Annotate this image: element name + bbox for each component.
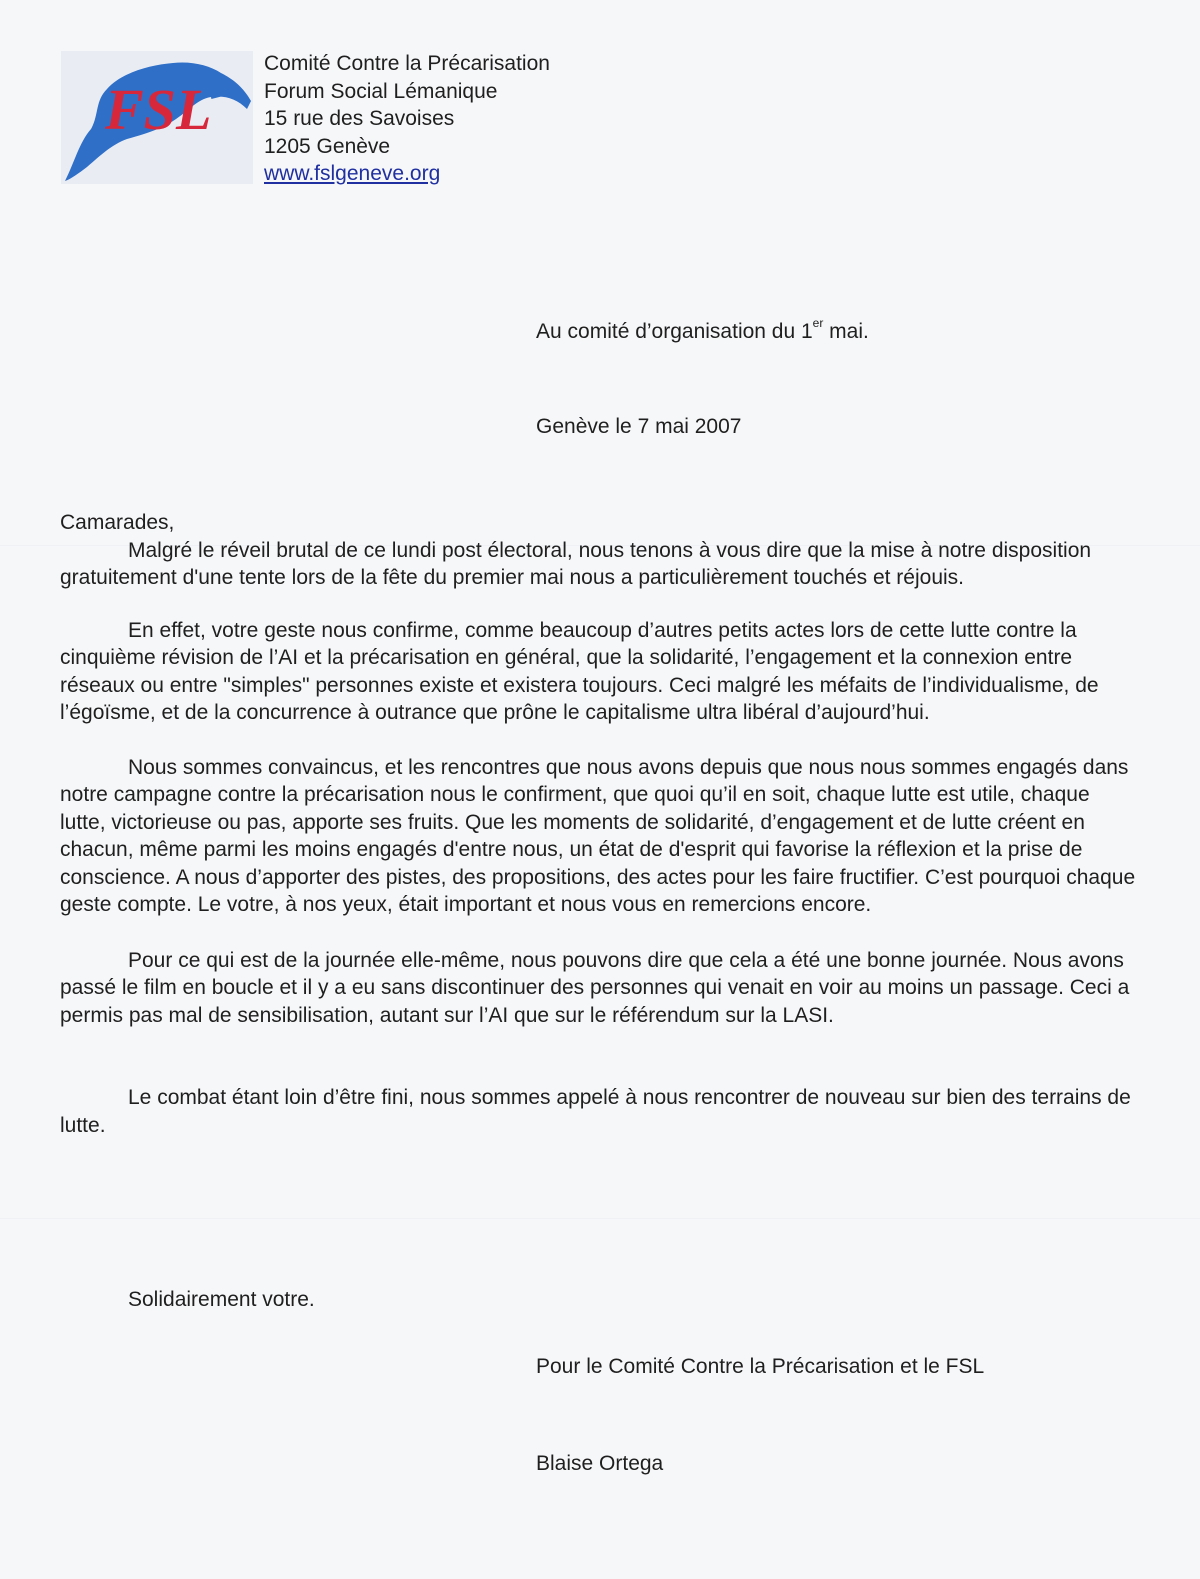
paragraph: Le combat étant loin d’être fini, nous sommes appelé à nous rencontrer de nouveau sur bien des terrains de lutte.	[60, 1086, 1131, 1137]
org-city: 1205 Genève	[264, 134, 391, 158]
signature-name: Blaise Ortega	[536, 1452, 664, 1475]
paragraph: Pour ce qui est de la journée elle-même, nous pouvons dire que cela a été une bonne journée. Nous avons passé le film en boucle et il y a eu sans discontinuer des personnes qui venait en voir au moins un passage. Ceci a permis pas mal de sensibilisation, autant sur l’AI que sur le référendum sur la LASI.	[60, 948, 1130, 1027]
website-link[interactable]: www.fslgeneve.org	[264, 162, 441, 185]
paper-fold	[0, 1218, 1200, 1220]
fsl-logo	[61, 51, 253, 184]
org-name: Comité Contre la Précarisation	[264, 52, 550, 75]
letterhead	[264, 50, 550, 188]
recipient-prefix: Au comité d’organisation du 1	[536, 320, 813, 343]
logo-text: FSL	[105, 77, 212, 142]
salutation: Camarades,	[60, 511, 175, 534]
signature-line: Pour le Comité Contre la Précarisation et le FSL	[536, 1355, 985, 1378]
fsl-lake-logo-icon	[61, 51, 253, 184]
paragraph: Malgré le réveil brutal de ce lundi post électoral, nous tenons à vous dire que la mise à notre disposition gratuitement d'une tente lors de la fête du premier mai nous a particulièrement touchés et réjouis.	[60, 538, 1092, 589]
recipient	[536, 316, 869, 344]
org-forum: Forum Social Lémanique	[264, 79, 498, 103]
org-street: 15 rue des Savoises	[264, 107, 455, 130]
recipient-sup: er	[812, 316, 824, 330]
recipient-suffix: mai.	[823, 320, 869, 343]
letter-date: Genève le 7 mai 2007	[536, 415, 742, 438]
paragraph: Nous sommes convaincus, et les rencontres que nous avons depuis que nous nous sommes engagés dans notre campagne contre la précarisation nous le confirment, que quoi qu’il en soit, chaque lutte est utile, chaque lutte, victorieuse ou pas, apporte ses fruits. Que les moments de solidarité, d’engagement et de lutte créent en chacun, même parmi les moins engagés d'entre nous, un état de d'esprit qui favorise la réflexion et la prise de conscience. A nous d’apporter des pistes, des propositions, des actes pour les faire fructifier. C’est pourquoi chaque geste compte. Le votre, à nos yeux, était important et nous vous en remercions encore.	[60, 755, 1136, 916]
letter-body	[60, 509, 1140, 1139]
closing: Solidairement votre.	[128, 1288, 315, 1311]
paragraph: En effet, votre geste nous confirme, comme beaucoup d’autres petits actes lors de cette lutte contre la cinquième révision de l’AI et la précarisation en général, que la solidarité, l’engagement et la connexion entre réseaux ou entre "simples" personnes existe et existera toujours. Ceci malgré les méfaits de l’individualisme, de l’égoïsme, et de la concurrence à outrance que prône le capitalisme ultra libéral d’aujourd’hui.	[60, 618, 1099, 724]
